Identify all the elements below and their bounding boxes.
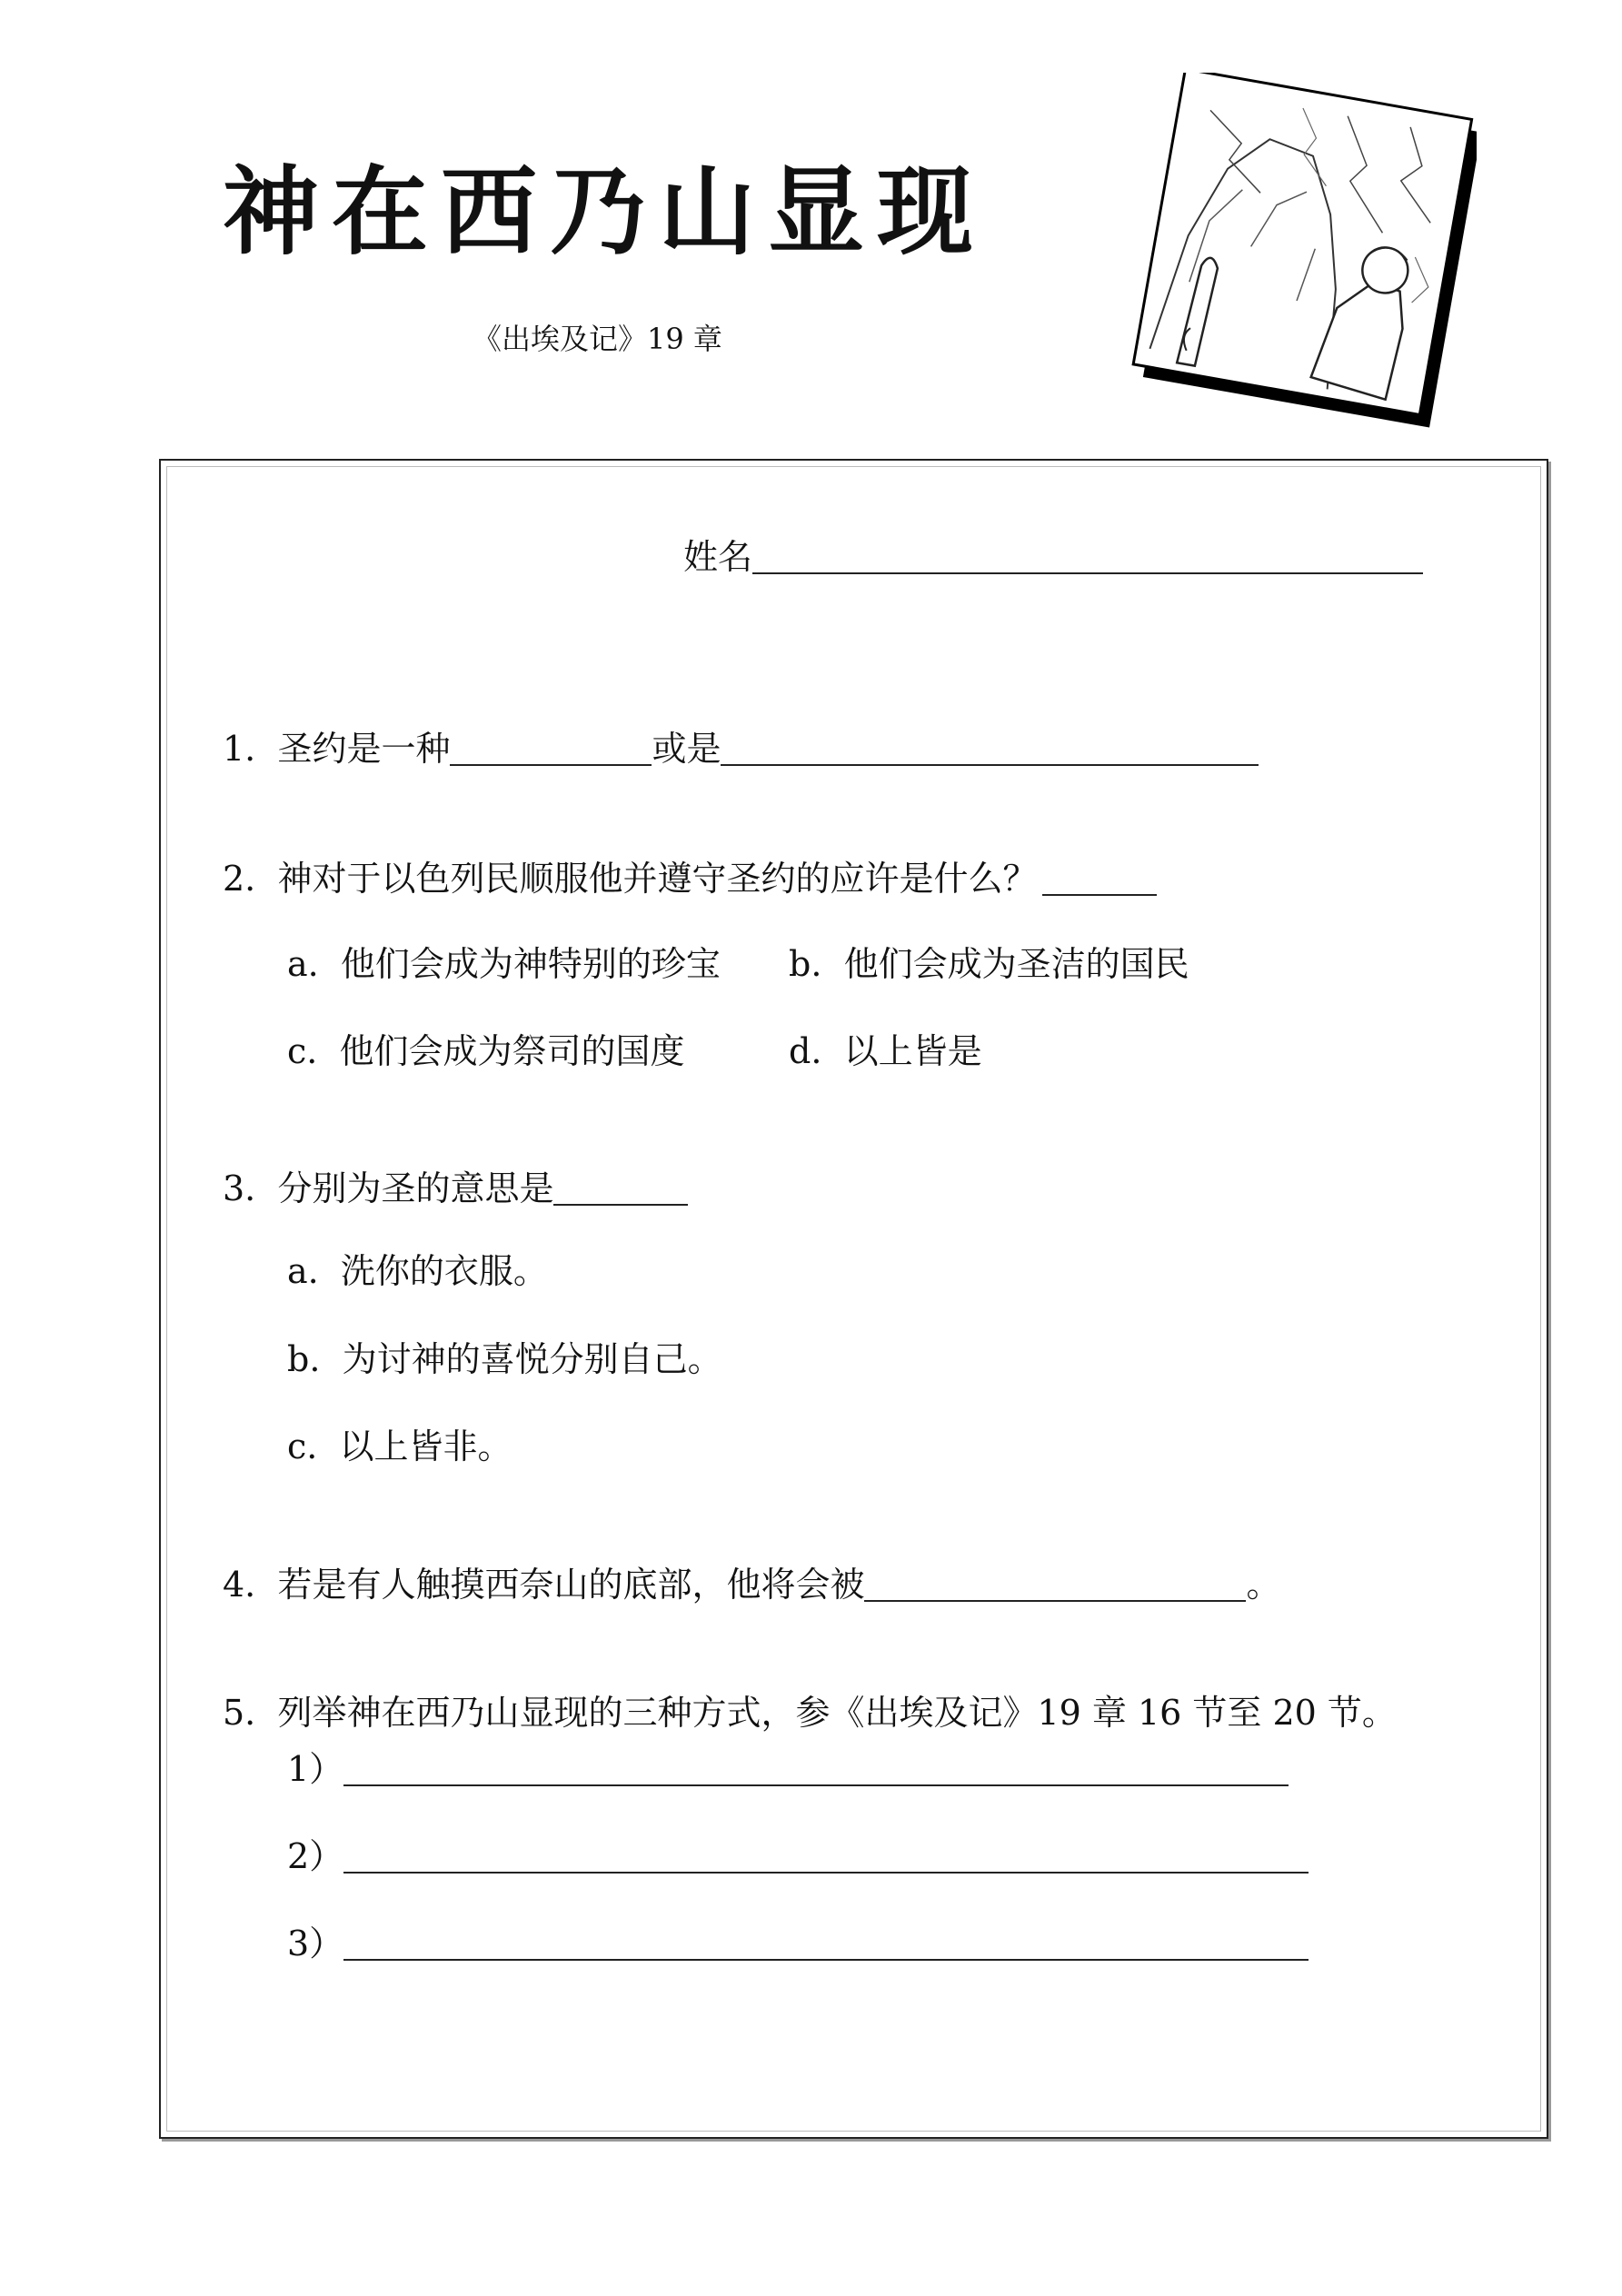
option-text: 以上皆非。 — [339, 1426, 512, 1466]
option-3a — [287, 1251, 548, 1291]
answer-blank-5-1[interactable] — [343, 1750, 1289, 1786]
option-text: 洗你的衣服。 — [340, 1251, 548, 1291]
answer-blank-3[interactable] — [553, 1169, 688, 1206]
option-2c — [287, 1031, 685, 1071]
answer-blank-1a[interactable] — [450, 730, 652, 766]
worksheet-box — [159, 459, 1548, 2139]
answer-line-5-1 — [287, 1749, 1289, 1789]
question-number: 3. — [223, 1168, 256, 1208]
question-number: 5. — [223, 1693, 256, 1733]
answer-blank-5-3[interactable] — [343, 1924, 1309, 1961]
option-letter: a. — [287, 1251, 319, 1291]
question-3-text: 分别为圣的意思是 — [277, 1168, 554, 1208]
question-4-text: 若是有人触摸西奈山的底部，他将会被 — [277, 1565, 865, 1605]
question-1 — [223, 729, 1259, 769]
option-text: 他们会成为祭司的国度 — [339, 1031, 685, 1071]
answer-blank-1b[interactable] — [721, 730, 1259, 766]
option-text: 他们会成为神特别的珍宝 — [340, 944, 721, 984]
option-letter: c. — [287, 1426, 318, 1466]
option-2b — [789, 944, 1189, 984]
question-3 — [223, 1169, 688, 1206]
answer-line-5-2 — [287, 1837, 1309, 1874]
option-2a — [287, 944, 721, 984]
answer-line-5-3 — [287, 1924, 1309, 1961]
option-letter: b. — [789, 944, 822, 984]
answer-blank-2[interactable] — [1042, 860, 1157, 896]
scripture-reference: 《出埃及记》19 章 — [473, 322, 722, 356]
question-2-text: 神对于以色列民顺服他并遵守圣约的应许是什么？ — [277, 859, 1038, 899]
name-label: 姓名 — [683, 537, 753, 577]
question-5 — [223, 1693, 1397, 1733]
option-text: 为讨神的喜悦分别自己。 — [342, 1339, 722, 1379]
name-blank[interactable] — [752, 538, 1423, 574]
question-1-text-a: 圣约是一种 — [277, 729, 451, 769]
option-3b — [287, 1339, 722, 1379]
question-4 — [223, 1565, 1281, 1605]
question-number: 4. — [223, 1565, 256, 1605]
question-2 — [223, 859, 1157, 899]
option-letter: d. — [789, 1031, 822, 1071]
worksheet-inner-border — [166, 466, 1541, 2132]
answer-blank-4[interactable] — [864, 1565, 1246, 1602]
option-letter: c. — [287, 1031, 318, 1071]
item-number: 3） — [287, 1923, 344, 1963]
option-letter: b. — [287, 1339, 321, 1379]
question-4-end: 。 — [1246, 1565, 1281, 1605]
option-text: 以上皆是 — [843, 1031, 982, 1071]
question-5-text: 列举神在西乃山显现的三种方式，参《出埃及记》19 章 16 节至 20 节。 — [277, 1693, 1397, 1733]
answer-blank-5-2[interactable] — [343, 1837, 1309, 1874]
name-field[interactable] — [683, 537, 1423, 577]
moses-on-mountain-icon — [1113, 73, 1477, 445]
page-title: 神在西乃山显现 — [223, 154, 986, 268]
item-number: 1） — [287, 1749, 344, 1789]
question-1-text-b: 或是 — [652, 729, 721, 769]
option-text: 他们会成为圣洁的国民 — [843, 944, 1189, 984]
question-number: 1. — [223, 729, 256, 769]
item-number: 2） — [287, 1836, 344, 1876]
option-letter: a. — [287, 944, 319, 984]
option-2d — [789, 1031, 982, 1071]
option-3c — [287, 1426, 512, 1466]
question-number: 2. — [223, 859, 256, 899]
